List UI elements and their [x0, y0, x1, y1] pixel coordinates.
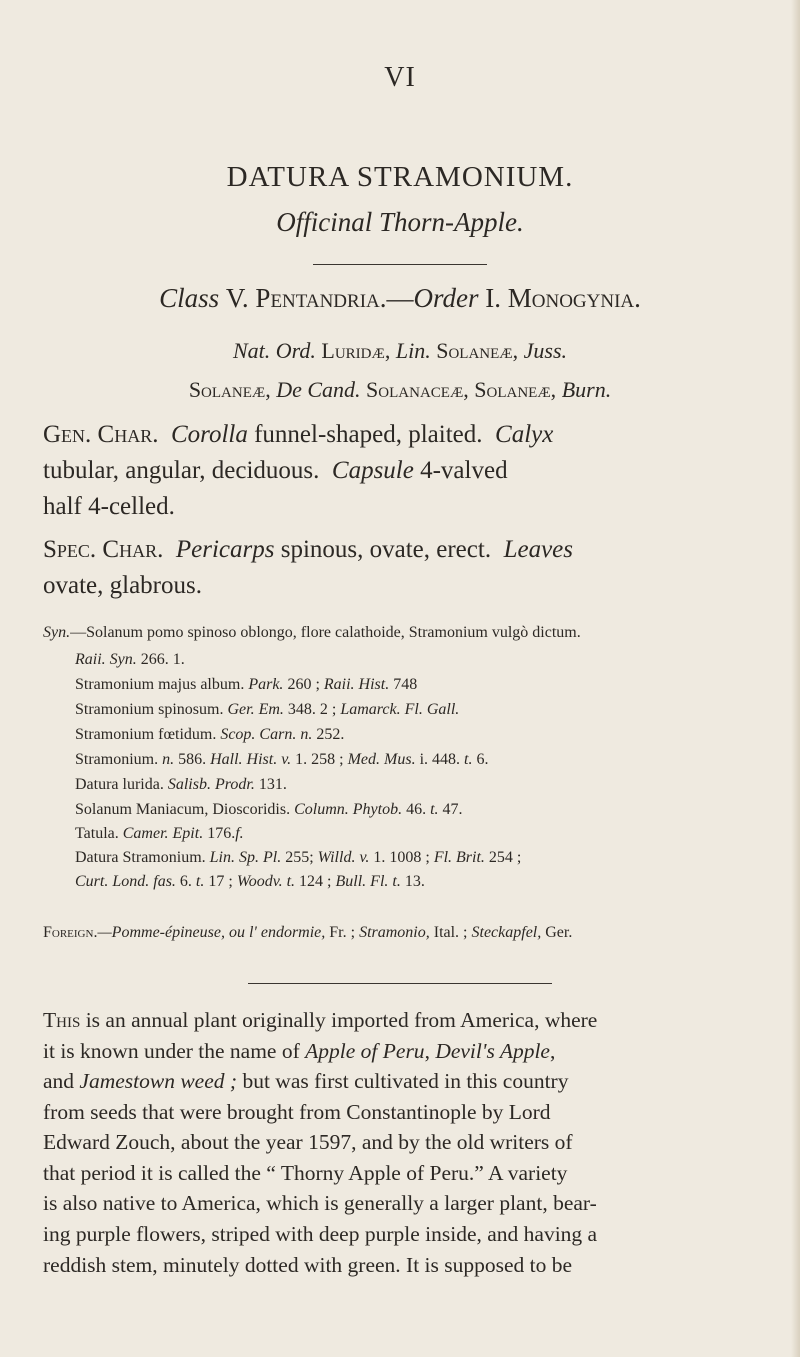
generic-character-line: Gen. Char. Corolla funnel-shaped, plaited. Calyx — [43, 421, 554, 448]
section-divider — [248, 983, 552, 984]
synonym-line: Syn.—Solanum pomo spinoso oblongo, flore calathoide, Stramonium vulgò dictum. — [43, 624, 581, 641]
synonym-line: Stramonium spinosum. Ger. Em. 348. 2 ; Lamarck. Fl. Gall. — [75, 701, 460, 718]
class-value: V. Pentandria.— — [225, 283, 414, 313]
body-text-line: and Jamestown weed ; but was first cultivated in this country — [43, 1069, 569, 1093]
synonym-line: Curt. Lond. fas. 6. t. 17 ; Woodv. t. 124 ; Bull. Fl. t. 13. — [75, 873, 425, 890]
body-text-line: ing purple flowers, striped with deep purple inside, and having a — [43, 1222, 598, 1246]
specific-character-line: ovate, glabrous. — [43, 572, 202, 599]
generic-character-line: tubular, angular, deciduous. Capsule 4-valved — [43, 457, 508, 484]
synonym-line: Stramonium majus album. Park. 260 ; Raii. Hist. 748 — [75, 676, 418, 693]
generic-character-line: half 4-celled. — [43, 493, 175, 520]
body-text-line: it is known under the name of Apple of Peru, Devil's Apple, — [43, 1039, 556, 1063]
plant-common-name: Officinal Thorn-Apple. — [276, 207, 524, 237]
nat-ord-label: Nat. Ord. — [232, 338, 316, 363]
body-text-line: reddish stem, minutely dotted with green. It is supposed to be — [43, 1253, 573, 1277]
order-value: I. Monogynia. — [485, 283, 641, 313]
order-label: Order — [413, 283, 479, 313]
foreign-names-line: Foreign.—Pomme-épineuse, ou l' endormie, Fr. ; Stramonio, Ital. ; Steckapfel, Ger. — [43, 924, 573, 941]
synonym-line: Raii. Syn. 266. 1. — [75, 651, 185, 668]
gen-char-label: Gen. Char. — [43, 421, 159, 448]
synonym-line: Datura Stramonium. Lin. Sp. Pl. 255; Willd. v. 1. 1008 ; Fl. Brit. 254 ; — [75, 849, 522, 866]
body-text-line: Edward Zouch, about the year 1597, and by the old writers of — [43, 1130, 573, 1154]
natural-order-line: Nat. Ord. Luridæ, Lin. Solaneæ, Juss. — [232, 338, 568, 363]
class-label: Class — [159, 283, 220, 313]
body-text-line: This is an annual plant originally imported from America, where — [43, 1008, 598, 1032]
body-text-line: from seeds that were brought from Constantinople by Lord — [43, 1100, 551, 1124]
synonym-line: Tatula. Camer. Epit. 176.f. — [75, 825, 244, 842]
natural-order-line-2: Solaneæ, De Cand. Solanaceæ, Solaneæ, Burn. — [188, 377, 612, 402]
class-order-line — [0, 283, 800, 314]
plant-title: DATURA STRAMONIUM. — [226, 161, 574, 193]
title-divider — [313, 264, 487, 265]
page-number: VI — [384, 62, 416, 93]
foreign-label: Foreign. — [43, 924, 98, 941]
spec-char-label: Spec. Char. — [43, 536, 164, 563]
body-text-line: that period it is called the “ Thorny Apple of Peru.” A variety — [43, 1161, 568, 1185]
synonym-line: Datura lurida. Salisb. Prodr. 131. — [75, 776, 287, 793]
body-text-line: is also native to America, which is generally a larger plant, bear- — [43, 1191, 597, 1215]
synonym-line: Solanum Maniacum, Dioscoridis. Column. Phytob. 46. t. 47. — [75, 801, 463, 818]
specific-character-line: Spec. Char. Pericarps spinous, ovate, erect. Leaves — [43, 536, 573, 563]
synonym-line: Stramonium. n. 586. Hall. Hist. v. 1. 258 ; Med. Mus. i. 448. t. 6. — [75, 751, 489, 768]
page-edge-shadow — [791, 0, 800, 1357]
synonym-line: Stramonium fœtidum. Scop. Carn. n. 252. — [75, 726, 345, 743]
syn-label: Syn. — [43, 624, 71, 641]
